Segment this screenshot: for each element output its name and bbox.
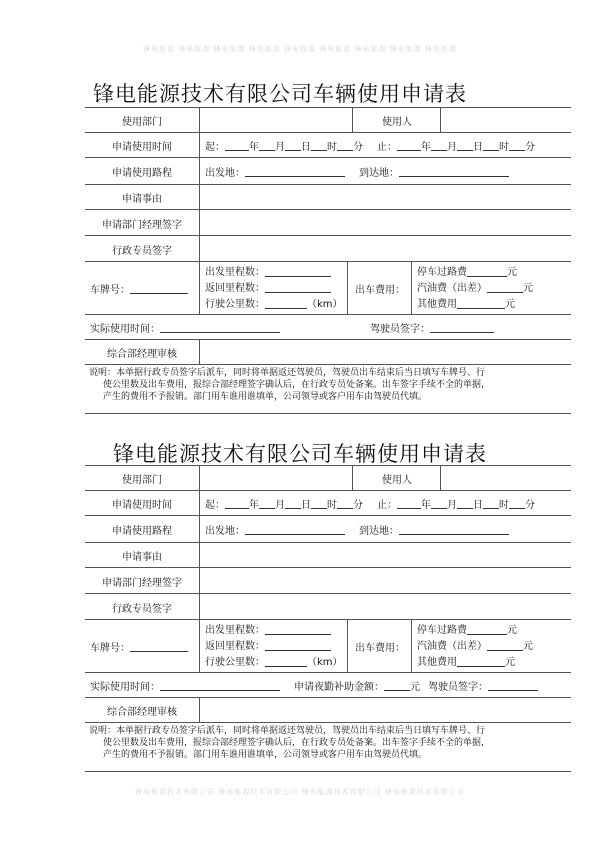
time-end-label: 止： xyxy=(377,142,397,153)
user-field[interactable] xyxy=(440,466,572,491)
admin-sign-label: 行政专员签字 xyxy=(112,245,172,257)
toll-label: 停车过路费 xyxy=(417,267,467,278)
form-table xyxy=(85,107,571,402)
note-text xyxy=(85,723,571,771)
yuan-unit: 元 xyxy=(505,299,515,310)
yuan-unit: 元 xyxy=(410,682,420,693)
department-label: 使用部门 xyxy=(122,117,162,128)
note-line-2: 使公里数及出车费用，报综合部经理签字确认后，在行政专员处备案。出车签字手续不全的单据， xyxy=(103,738,491,748)
cost-label: 出车费用： xyxy=(347,620,412,673)
note-line-1: 说明：本单据行政专员签字后派车，同时将单据返还驾驶员，驾驶员出车结束后当日填写车牌号、行 xyxy=(89,726,486,736)
other-cost-label: 其他费用 xyxy=(417,657,457,668)
day-unit: 日 xyxy=(473,500,483,511)
form-table xyxy=(85,465,571,760)
row-actual xyxy=(85,672,571,698)
matter-label: 申请事由 xyxy=(122,194,162,205)
plate-label: 车牌号： xyxy=(90,643,130,654)
vehicle-request-form-2 xyxy=(85,438,571,758)
time-field[interactable] xyxy=(199,491,577,516)
year-unit: 年 xyxy=(249,500,259,511)
plate-label: 车牌号： xyxy=(90,285,130,296)
minute-unit: 分 xyxy=(525,500,535,511)
row-admin-sign xyxy=(85,593,571,620)
row-time xyxy=(85,490,571,516)
time-label: 申请使用时间 xyxy=(112,500,172,511)
night-subsidy-label: 申请夜勤补助金额： xyxy=(294,682,384,693)
admin-sign-field[interactable] xyxy=(199,594,572,620)
time-label: 申请使用时间 xyxy=(112,142,172,153)
form-title: 锋电能源技术有限公司车辆使用申请表 xyxy=(113,442,487,466)
plate-field[interactable] xyxy=(85,620,204,673)
row-department xyxy=(85,107,571,133)
admin-sign-label: 行政专员签字 xyxy=(112,603,172,615)
year-unit: 年 xyxy=(421,500,431,511)
row-manager-sign xyxy=(85,209,571,236)
actual-time-label: 实际使用时间： xyxy=(90,682,160,693)
route-field[interactable] xyxy=(199,516,577,543)
actual-time-label: 实际使用时间： xyxy=(90,324,160,335)
km-unit: （km） xyxy=(307,299,343,310)
watermark-bottom: 锋电能源技术有限公司 锋电能源技术有限公司 锋电能源技术有限公司 锋电能源技术有限公司 xyxy=(135,788,465,796)
month-unit: 月 xyxy=(275,500,285,511)
start-mileage-label: 出发里程数： xyxy=(205,267,265,278)
route-label: 申请使用路程 xyxy=(112,526,172,537)
row-vehicle xyxy=(85,261,571,315)
manager-sign-field[interactable] xyxy=(199,568,572,594)
departure-label: 出发地： xyxy=(205,168,245,179)
vehicle-request-form-1 xyxy=(85,78,571,402)
month-unit: 月 xyxy=(447,142,457,153)
matter-field[interactable] xyxy=(199,543,572,568)
yuan-unit: 元 xyxy=(507,267,517,278)
admin-sign-field[interactable] xyxy=(199,236,572,262)
mileage-fields[interactable] xyxy=(199,620,353,673)
department-field[interactable] xyxy=(199,108,353,133)
user-label: 使用人 xyxy=(352,466,441,491)
note-text xyxy=(85,365,571,413)
yuan-unit: 元 xyxy=(523,641,533,652)
row-time xyxy=(85,132,571,158)
time-start-label: 起： xyxy=(205,500,225,511)
matter-label: 申请事由 xyxy=(122,552,162,563)
row-actual xyxy=(85,314,571,340)
department-field[interactable] xyxy=(199,466,353,491)
department-label: 使用部门 xyxy=(122,475,162,486)
mileage-fields[interactable] xyxy=(199,262,353,315)
hour-unit: 时 xyxy=(499,500,509,511)
watermark-top: 锋电能源 锋电能源 锋电能源 锋电能源 锋电能源 锋电能源 锋电能源 锋电能源 锋电能源 xyxy=(143,45,457,53)
return-mileage-label: 返回里程数： xyxy=(205,283,265,294)
month-unit: 月 xyxy=(275,142,285,153)
gm-review-label: 综合部经理审核 xyxy=(107,707,177,718)
departure-label: 出发地： xyxy=(205,526,245,537)
matter-field[interactable] xyxy=(199,185,572,210)
row-gm xyxy=(85,697,571,723)
driver-sign-label: 驾驶员签字： xyxy=(370,324,430,335)
row-manager-sign xyxy=(85,567,571,594)
hour-unit: 时 xyxy=(327,500,337,511)
km-unit: （km） xyxy=(307,657,343,668)
hour-unit: 时 xyxy=(327,142,337,153)
plate-field[interactable] xyxy=(85,262,204,315)
row-route xyxy=(85,515,571,543)
fuel-label: 汽油费（出差） xyxy=(417,641,487,652)
return-mileage-label: 返回里程数： xyxy=(205,641,265,652)
destination-label: 到达地： xyxy=(359,526,399,537)
row-matter xyxy=(85,184,571,210)
manager-sign-label: 申请部门经理签字 xyxy=(102,577,182,589)
day-unit: 日 xyxy=(301,500,311,511)
row-note xyxy=(85,364,571,414)
time-field[interactable] xyxy=(199,133,577,158)
day-unit: 日 xyxy=(301,142,311,153)
note-line-3: 产生的费用不予报销。部门用车谁用谁填单，公司领导或客户用车由驾驶员代填。 xyxy=(103,750,428,760)
yuan-unit: 元 xyxy=(523,283,533,294)
route-field[interactable] xyxy=(199,158,577,185)
row-note xyxy=(85,722,571,772)
gm-review-field[interactable] xyxy=(199,340,572,365)
time-end-label: 止： xyxy=(377,500,397,511)
year-unit: 年 xyxy=(421,142,431,153)
row-route xyxy=(85,157,571,185)
cost-label: 出车费用： xyxy=(347,262,412,315)
note-line-1: 说明：本单据行政专员签字后派车，同时将单据返还驾驶员，驾驶员出车结束后当日填写车牌号、行 xyxy=(89,368,486,378)
manager-sign-field[interactable] xyxy=(199,210,572,236)
day-unit: 日 xyxy=(473,142,483,153)
gm-review-label: 综合部经理审核 xyxy=(107,349,177,360)
user-field[interactable] xyxy=(440,108,572,133)
km-label: 行驶公里数： xyxy=(205,299,265,310)
row-vehicle xyxy=(85,619,571,673)
driver-sign-label: 驾驶员签字： xyxy=(428,682,488,693)
note-line-3: 产生的费用不予报销。部门用车谁用谁填单，公司领导或客户用车由驾驶员代填。 xyxy=(103,392,428,402)
other-cost-label: 其他费用 xyxy=(417,299,457,310)
destination-label: 到达地： xyxy=(359,168,399,179)
yuan-unit: 元 xyxy=(505,657,515,668)
time-start-label: 起： xyxy=(205,142,225,153)
toll-label: 停车过路费 xyxy=(417,625,467,636)
start-mileage-label: 出发里程数： xyxy=(205,625,265,636)
row-admin-sign xyxy=(85,235,571,262)
actual-time-field[interactable] xyxy=(85,315,576,340)
form-title: 锋电能源技术有限公司车辆使用申请表 xyxy=(93,82,467,106)
note-line-2: 使公里数及出车费用，报综合部经理签字确认后，在行政专员处备案。出车签字手续不全的单据， xyxy=(103,380,491,390)
minute-unit: 分 xyxy=(353,500,363,511)
user-label: 使用人 xyxy=(352,108,441,133)
row-department xyxy=(85,465,571,491)
month-unit: 月 xyxy=(447,500,457,511)
minute-unit: 分 xyxy=(353,142,363,153)
year-unit: 年 xyxy=(249,142,259,153)
row-matter xyxy=(85,542,571,568)
km-label: 行驶公里数： xyxy=(205,657,265,668)
gm-review-field[interactable] xyxy=(199,698,572,723)
yuan-unit: 元 xyxy=(507,625,517,636)
cost-fields[interactable] xyxy=(411,262,577,315)
actual-time-field[interactable] xyxy=(85,673,576,698)
hour-unit: 时 xyxy=(499,142,509,153)
row-gm xyxy=(85,339,571,365)
fuel-label: 汽油费（出差） xyxy=(417,283,487,294)
manager-sign-label: 申请部门经理签字 xyxy=(102,219,182,231)
route-label: 申请使用路程 xyxy=(112,168,172,179)
cost-fields[interactable] xyxy=(411,620,577,673)
minute-unit: 分 xyxy=(525,142,535,153)
